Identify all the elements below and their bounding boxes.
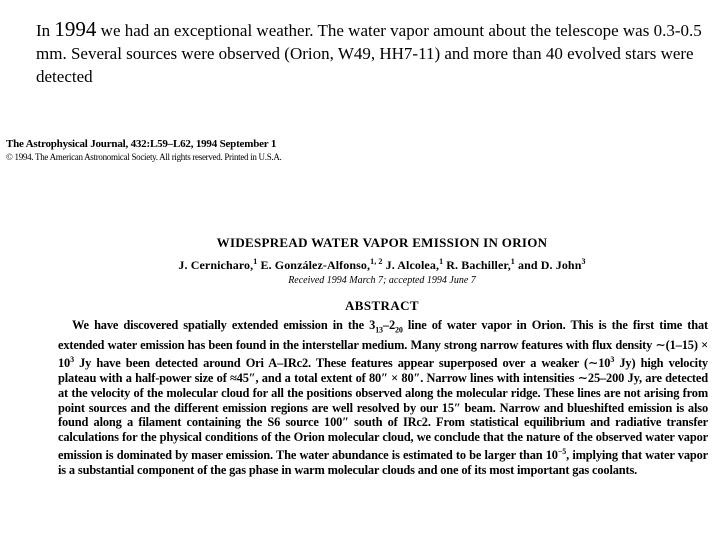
author-affiliation: 1 xyxy=(439,257,444,266)
author-affiliation: 1 xyxy=(510,257,515,266)
author-affiliation: 1, 2 xyxy=(370,257,383,266)
author-name: J. Alcolea, xyxy=(382,258,440,272)
abstract-body xyxy=(58,318,708,478)
author-name: E. González-Alfonso, xyxy=(257,258,371,272)
author-name: and D. John xyxy=(514,258,582,272)
abstract-text: Jy have been detected around Ori A–IRc2. These features appear superposed over a weaker (∼10 xyxy=(73,356,611,371)
journal-header xyxy=(6,138,282,164)
journal-citation: The Astrophysical Journal, 432:L59–L62, 1994 September 1 xyxy=(6,138,277,150)
abstract-subscript: 13 xyxy=(375,325,383,335)
abstract-superscript: 3 xyxy=(70,355,74,365)
abstract-text: line of water vapor in Orion. This is the first time that extended water emission has been found in the interstellar medium. Many strong narrow features with flux density ∼(1–15) × 10 xyxy=(58,318,708,371)
abstract-text: , implying that water vapor is a substantial component of the gas phase in warm molecular clouds and one of its most important gas coolants. xyxy=(58,448,708,477)
author-name: R. Bachiller, xyxy=(443,258,511,272)
paper-dates: Received 1994 March 7; accepted 1994 June 7 xyxy=(288,275,476,286)
abstract-heading: ABSTRACT xyxy=(345,298,419,313)
abstract-text: We have discovered spatially extended emission in the 3 xyxy=(72,318,376,332)
intro-year: 1994 xyxy=(54,17,97,41)
abstract-superscript: −5 xyxy=(557,446,567,456)
author-affiliation: 3 xyxy=(581,257,586,266)
paper-authors xyxy=(0,257,720,273)
abstract-subscript: 20 xyxy=(395,325,403,335)
author-name: J. Cernicharo, xyxy=(178,258,254,272)
abstract-superscript: 3 xyxy=(610,355,615,365)
intro-rest: we had an exceptional weather. The water vapor amount about the telescope was 0.3-0.5 mm. Several sources were observed (Orion, W49, HH7-11) and more than 40 evolved stars were detected xyxy=(36,21,702,86)
abstract-text: Jy) high velocity plateau with a half-power size of ≈45″, and a total extent of 80″ × 80″. Narrow lines with intensities ∼25–200 Jy, are detected at the velocity of the molecular cloud for all the positions observed along the molecular ridge. These lines are not arising from point sources and the different emission regions are well resolved by our 15″ beam. Narrow and blueshifted emission is also found along a filament containing the S6 source 100″ south of IRc2. From statistical equilibrium and radiative transfer calculations for the physical conditions of the Orion molecular cloud, we conclude that the nature of the observed water vapor emission is dominated by maser emission. The water abundance is estimated to be larger than 10 xyxy=(58,356,708,463)
intro-before-year: In xyxy=(36,21,55,40)
abstract-text: –2 xyxy=(382,318,395,332)
author-affiliation: 1 xyxy=(253,257,258,266)
intro-text xyxy=(36,18,706,88)
paper-title: WIDESPREAD WATER VAPOR EMISSION IN ORION xyxy=(216,235,548,250)
journal-copyright: © 1994. The American Astronomical Society. All rights reserved. Printed in U.S.A. xyxy=(6,152,282,162)
